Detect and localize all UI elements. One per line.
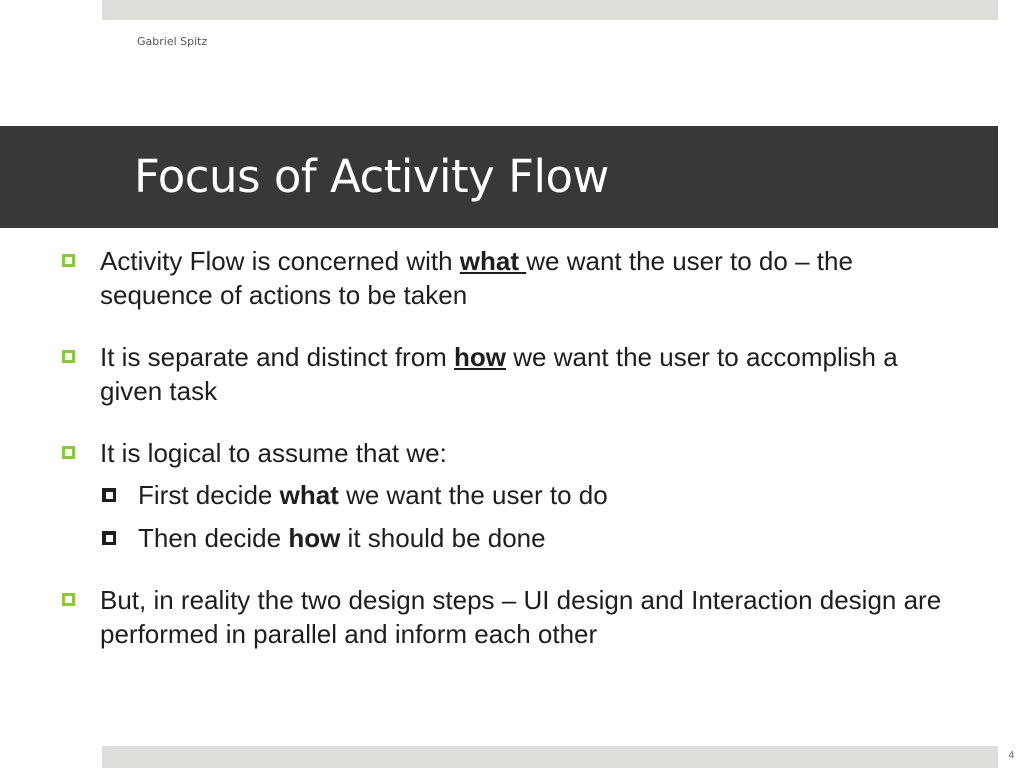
sub-bullet-text: Then decide [138, 523, 289, 553]
sub-bullet-list [100, 478, 962, 555]
bullet-text: But, in reality the two design steps – UI design and Interaction design are performed in parallel and inform each other [100, 585, 942, 649]
sub-bullet-text: we want the user to do [338, 480, 608, 510]
bullet-item [62, 340, 962, 408]
slide-content [62, 244, 962, 679]
author-label: Gabriel Spitz [137, 35, 208, 48]
bullet-text: It is logical to assume that we: [100, 438, 447, 468]
bullet-text: Activity Flow is concerned with [100, 246, 460, 276]
square-bullet-icon [62, 254, 75, 267]
slide-title: Focus of Activity Flow [134, 150, 609, 203]
sub-bullet-item [100, 478, 962, 512]
sub-bullet-text: First decide [138, 480, 280, 510]
bottom-decorative-bar [102, 746, 998, 768]
square-sub-bullet-icon [102, 531, 116, 545]
square-bullet-icon [62, 593, 75, 606]
bullet-emphasis: how [454, 342, 507, 372]
bullet-text: we want the user to do – the sequence of actions to be taken [100, 246, 853, 310]
sub-bullet-emphasis: what [279, 480, 339, 510]
square-bullet-icon [62, 446, 75, 459]
sub-bullet-emphasis: how [288, 523, 341, 553]
sub-bullet-item [100, 521, 962, 555]
bullet-item [62, 436, 962, 555]
bullet-emphasis: what [459, 246, 527, 276]
square-sub-bullet-icon [102, 488, 116, 502]
page-number: 4 [1008, 750, 1014, 761]
sub-bullet-text: it should be done [340, 523, 546, 553]
bullet-item [62, 244, 962, 312]
square-bullet-icon [62, 350, 75, 363]
bullet-text: It is separate and distinct from [100, 342, 455, 372]
top-decorative-bar [102, 0, 998, 20]
bullet-text: we want the user to accomplish a given task [100, 342, 898, 406]
bullet-item [62, 583, 962, 651]
